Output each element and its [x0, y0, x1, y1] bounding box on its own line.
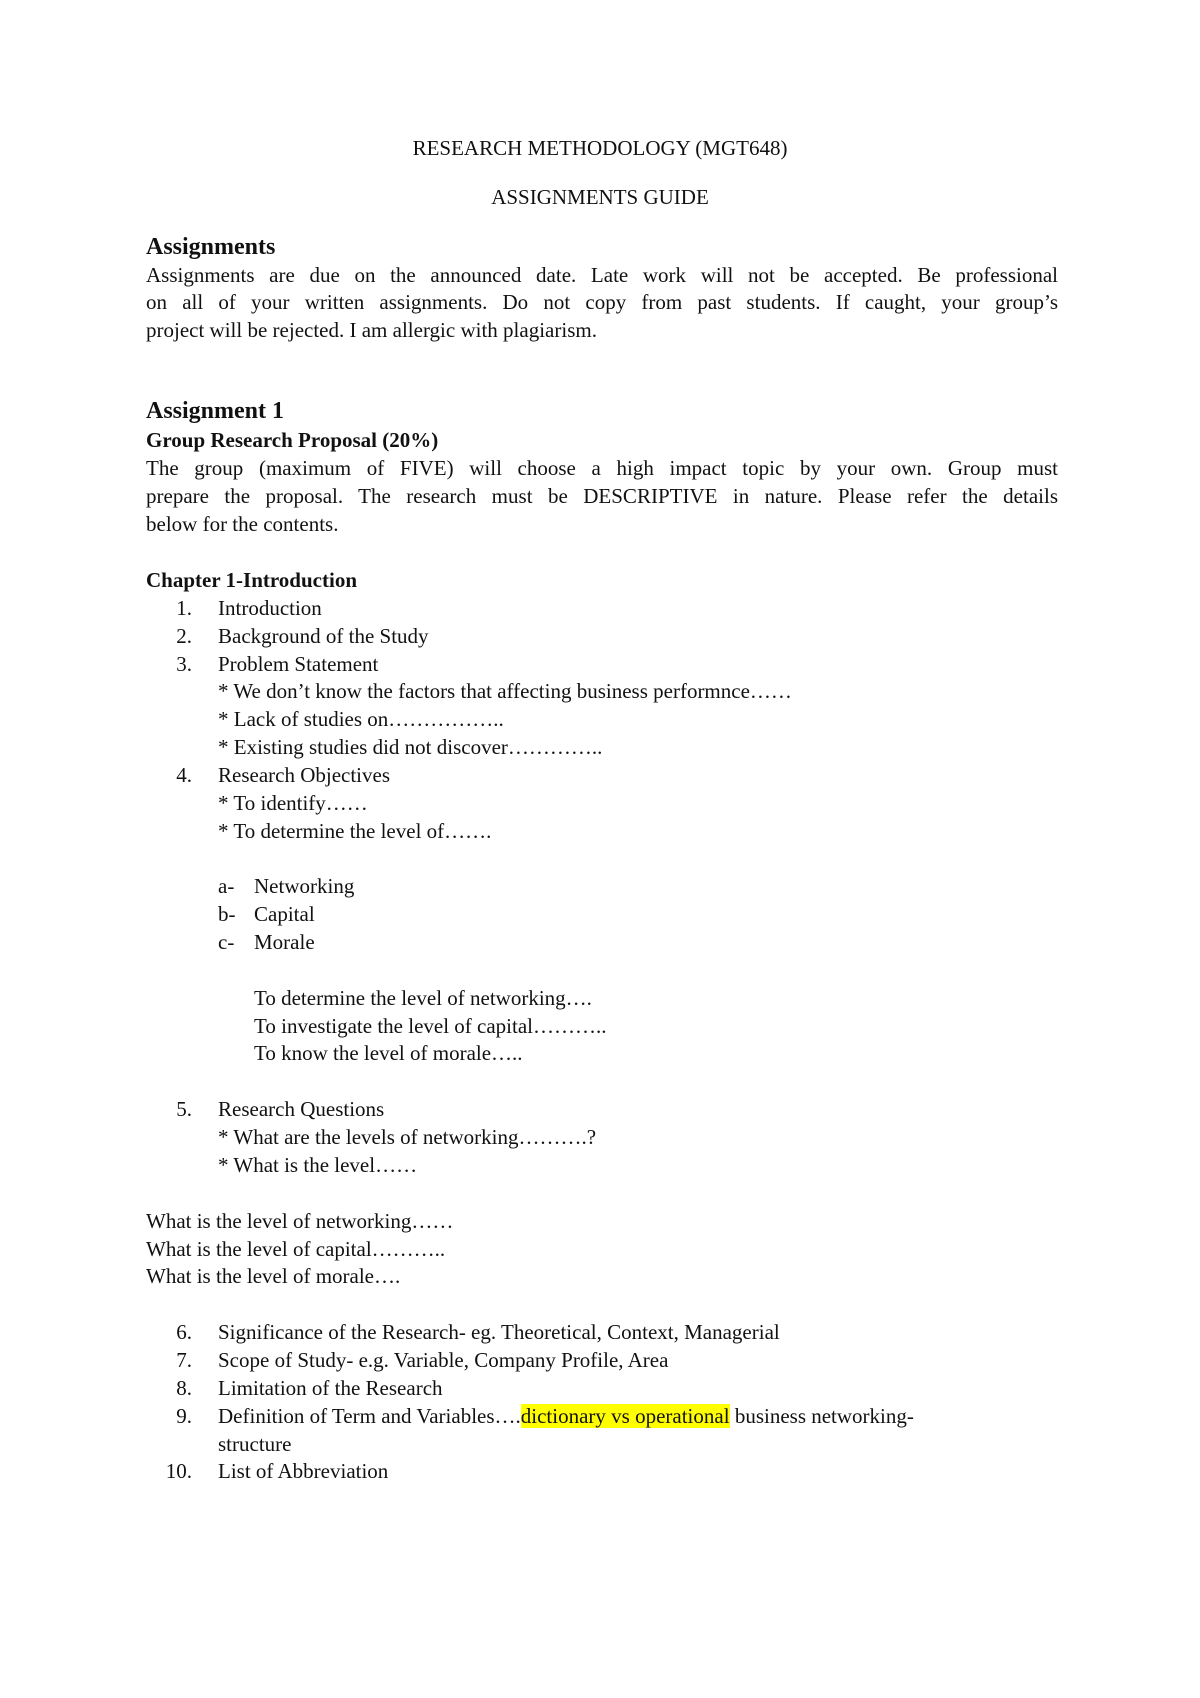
assignments-paragraph-line-2: on all of your written assignments. Do not copy from past students. If caught, your group’s	[146, 290, 1058, 314]
list-item-number: 4.	[176, 763, 192, 787]
objective-point: * To determine the level of…….	[218, 819, 492, 843]
list-item-number: 3.	[176, 652, 192, 676]
chapter1-heading: Chapter 1-Introduction	[146, 568, 357, 592]
variable-label: Morale	[254, 930, 315, 954]
variable-label: Capital	[254, 902, 315, 926]
objective-example: To investigate the level of capital………..	[254, 1014, 607, 1038]
list-item-number: 5.	[176, 1097, 192, 1121]
list-item-number: 6.	[176, 1320, 192, 1344]
list-item-continuation: structure	[218, 1432, 292, 1456]
objective-example: To determine the level of networking….	[254, 986, 592, 1010]
question-example: What is the level of capital………..	[146, 1237, 446, 1261]
list-item-label: Scope of Study- e.g. Variable, Company Profile, Area	[218, 1348, 669, 1372]
highlighted-text: dictionary vs operational	[520, 1404, 730, 1428]
list-item-number: 9.	[176, 1404, 192, 1428]
assignment1-paragraph-line-1: The group (maximum of FIVE) will choose a high impact topic by your own. Group must	[146, 456, 1058, 480]
variable-label: Networking	[254, 874, 355, 898]
variable-letter: c-	[218, 930, 235, 954]
question-example: What is the level of networking……	[146, 1209, 454, 1233]
definition-label-end: business networking-	[729, 1404, 914, 1428]
list-item-number: 1.	[176, 596, 192, 620]
guide-title: ASSIGNMENTS GUIDE	[491, 185, 709, 209]
variable-item	[218, 900, 315, 928]
question-point: * What is the level……	[218, 1153, 418, 1177]
list-item-label: List of Abbreviation	[218, 1459, 389, 1483]
problem-point: * Existing studies did not discover…………..	[218, 735, 603, 759]
variable-letter: a-	[218, 874, 235, 898]
assignments-heading: Assignments	[146, 234, 276, 260]
assignment1-paragraph-line-3: below for the contents.	[146, 512, 339, 536]
list-item-label: Significance of the Research- eg. Theoretical, Context, Managerial	[218, 1320, 780, 1344]
variable-letter: b-	[218, 902, 236, 926]
list-item-label: Research Questions	[218, 1097, 385, 1121]
objective-point: * To identify……	[218, 791, 368, 815]
assignments-paragraph-line-3: project will be rejected. I am allergic with plagiarism.	[146, 318, 597, 342]
question-example: What is the level of morale….	[146, 1264, 401, 1288]
list-item-number: 2.	[176, 624, 192, 648]
assignment1-paragraph-line-2: prepare the proposal. The research must be DESCRIPTIVE in nature. Please refer the details	[146, 484, 1058, 508]
list-item-label: Limitation of the Research	[218, 1376, 443, 1400]
assignments-paragraph-line-1: Assignments are due on the announced date. Late work will not be accepted. Be professional	[146, 263, 1058, 287]
question-point: * What are the levels of networking……….?	[218, 1125, 597, 1149]
list-item-number: 7.	[176, 1348, 192, 1372]
course-title: RESEARCH METHODOLOGY (MGT648)	[412, 136, 788, 160]
list-item-label: Research Objectives	[218, 763, 391, 787]
list-item-label: Problem Statement	[218, 652, 379, 676]
list-item-label: Introduction	[218, 596, 322, 620]
assignment1-heading: Assignment 1	[146, 398, 285, 424]
list-item-number: 10.	[165, 1459, 192, 1483]
list-item-label: Background of the Study	[218, 624, 429, 648]
objective-example: To know the level of morale…..	[254, 1041, 523, 1065]
variable-item	[218, 872, 355, 900]
variable-item	[218, 928, 315, 956]
list-item-label	[218, 1402, 914, 1430]
definition-label-start: Definition of Term and Variables….	[218, 1404, 521, 1428]
problem-point: * We don’t know the factors that affecting business performnce……	[218, 679, 792, 703]
list-item-number: 8.	[176, 1376, 192, 1400]
problem-point: * Lack of studies on……………..	[218, 707, 504, 731]
assignment1-subheading: Group Research Proposal (20%)	[146, 428, 439, 452]
